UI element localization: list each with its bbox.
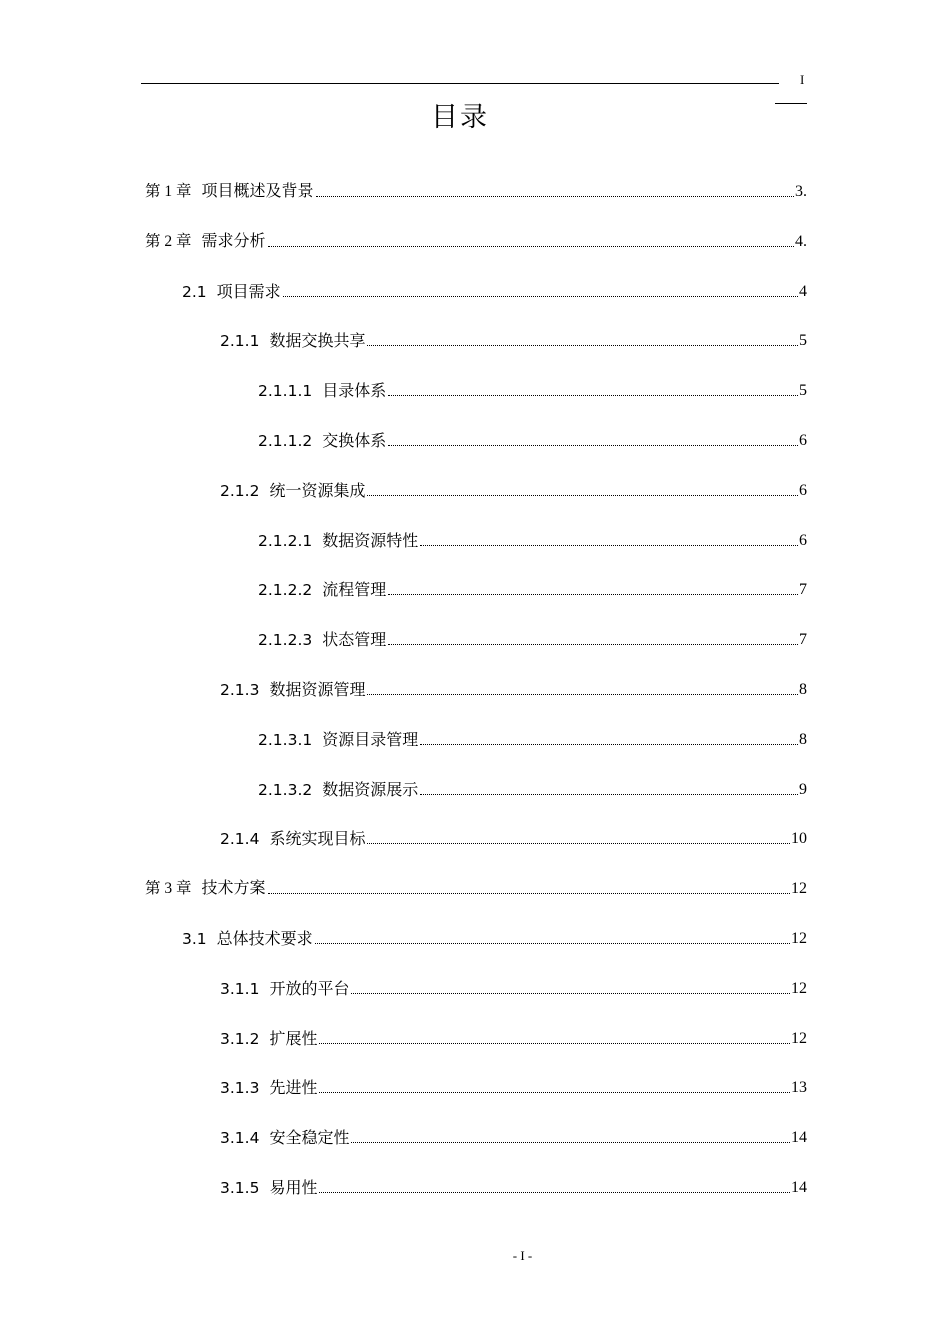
toc-entry-label: [182, 929, 313, 949]
toc-dot-leader: [351, 993, 790, 994]
toc-entry-label: [145, 231, 266, 252]
header-page-mark: I: [800, 72, 805, 87]
toc-entry-page: 5: [799, 382, 807, 400]
toc-dot-leader: [268, 893, 790, 894]
toc-entry[interactable]: [145, 178, 807, 202]
toc-entry-page: 8: [799, 681, 807, 698]
toc-dot-leader: [388, 644, 798, 645]
toc-entry-number: 第 1 章: [145, 183, 192, 200]
toc-entry[interactable]: [220, 1074, 807, 1098]
toc-entry-number: 3.1.3: [220, 1079, 260, 1098]
toc-entry-number: 3.1.4: [220, 1129, 260, 1148]
toc-entry[interactable]: [220, 1025, 807, 1049]
toc-entry[interactable]: [258, 527, 807, 551]
toc-dot-leader: [367, 694, 798, 695]
toc-entry-page: 6: [799, 481, 807, 499]
toc-dot-leader: [420, 794, 798, 795]
toc-entry-title: 数据资源管理: [269, 680, 366, 699]
toc-entry-page: 7: [799, 581, 807, 599]
toc-dot-leader: [388, 594, 798, 595]
toc-dot-leader: [367, 345, 798, 346]
toc-entry-page: 12: [791, 1029, 807, 1047]
toc-entry[interactable]: [258, 726, 807, 750]
toc-entry-number: 第 2 章: [145, 232, 192, 250]
toc-entry-title: 数据交换共享: [269, 331, 366, 351]
toc-entry-number: 2.1.1: [220, 332, 260, 351]
toc-entry-label: [258, 531, 418, 551]
toc-entry-title: 先进性: [269, 1078, 318, 1098]
toc-entry-page: 13: [791, 1079, 807, 1097]
toc-entry-number: 2.1: [182, 282, 207, 301]
toc-entry-number: 2.1.1.2: [258, 432, 313, 450]
toc-entry[interactable]: [220, 975, 807, 999]
toc-entry-title: 扩展性: [269, 1028, 318, 1048]
toc-entry-title: 易用性: [269, 1178, 318, 1197]
toc-entry-title: 项目需求: [216, 281, 281, 301]
toc-entry-title: 需求分析: [201, 230, 266, 250]
toc-entry-label: [220, 1128, 349, 1148]
toc-dot-leader: [351, 1142, 790, 1143]
toc-entry-page: 12: [791, 880, 807, 898]
toc-dot-leader: [319, 1043, 790, 1044]
toc-entry-page: 5: [799, 332, 807, 350]
toc-entry-title: 总体技术要求: [216, 929, 313, 948]
toc-entry-label: [220, 331, 365, 351]
toc-entry-page: 8: [799, 730, 807, 748]
toc-entry-number: 2.1.3: [220, 681, 260, 699]
toc-entry[interactable]: [182, 278, 807, 302]
toc-dot-leader: [268, 246, 794, 247]
toc-entry-title: 开放的平台: [269, 978, 350, 998]
toc-entry-page: 14: [791, 1129, 807, 1147]
toc-entry-title: 状态管理: [322, 630, 387, 650]
toc-entry-label: [220, 979, 349, 999]
toc-entry-label: [258, 630, 386, 650]
toc-entry-label: [145, 181, 314, 202]
toc-entry-page: 12: [791, 930, 807, 947]
toc-entry-page: 6: [799, 432, 807, 449]
toc-entry-title: 项目概述及背景: [201, 181, 314, 200]
toc-entry-page: 3.: [795, 183, 807, 200]
toc-entry-title: 目录体系: [322, 381, 387, 401]
toc-dot-leader: [388, 445, 798, 446]
toc-entry-label: [145, 878, 266, 899]
toc-entry[interactable]: [145, 875, 807, 899]
toc-entry-number: 3.1: [182, 930, 207, 948]
toc-entry-number: 2.1.1.1: [258, 382, 313, 401]
toc-dot-leader: [319, 1092, 790, 1093]
toc-dot-leader: [315, 943, 790, 944]
toc-entry[interactable]: [182, 925, 807, 949]
toc-entry[interactable]: [258, 377, 807, 401]
toc-entry-number: 第 3 章: [145, 880, 192, 898]
toc-entry-label: [220, 1078, 317, 1098]
toc-entry[interactable]: [220, 1174, 807, 1198]
toc-entry-title: 系统实现目标: [269, 829, 366, 849]
toc-entry-label: [220, 829, 365, 849]
toc-entry-number: 2.1.4: [220, 830, 260, 849]
toc-entry-title: 交换体系: [322, 431, 387, 450]
toc-entry-page: 12: [791, 979, 807, 997]
toc-entry[interactable]: [258, 427, 807, 451]
toc-entry[interactable]: [220, 477, 807, 501]
toc-entry-label: [258, 780, 418, 800]
toc-entry[interactable]: [145, 228, 807, 252]
toc-dot-leader: [388, 395, 798, 396]
toc-entry-title: 数据资源特性: [322, 530, 419, 550]
toc-entry-number: 3.1.2: [220, 1029, 260, 1048]
toc-entry-page: 4: [799, 282, 807, 300]
toc-entry[interactable]: [258, 576, 807, 600]
toc-entry[interactable]: [258, 626, 807, 650]
toc-entry-number: 2.1.2.1: [258, 531, 313, 550]
toc-dot-leader: [420, 545, 798, 546]
toc-entry-page: 7: [799, 631, 807, 649]
toc-dot-leader: [319, 1192, 790, 1193]
toc-dot-leader: [283, 296, 798, 297]
toc-dot-leader: [420, 744, 798, 745]
toc-entry-label: [258, 381, 386, 401]
toc-entry-page: 10: [791, 830, 807, 848]
toc-entry-label: [220, 1029, 317, 1049]
toc-entry-number: 3.1.1: [220, 979, 260, 998]
toc-entry-number: 2.1.3.2: [258, 780, 313, 799]
toc-entry-label: [258, 431, 386, 451]
toc-entry-page: 6: [799, 531, 807, 549]
toc-entry-title: 数据资源展示: [322, 779, 419, 799]
toc-entry-label: [182, 282, 281, 302]
toc-entry-label: [258, 730, 418, 750]
toc-entry-label: [220, 680, 365, 700]
toc-entry-title: 安全稳定性: [269, 1128, 350, 1148]
toc-entry[interactable]: [220, 825, 807, 849]
toc-entry-label: [258, 580, 386, 600]
toc-entry-page: 9: [799, 780, 807, 798]
toc-entry-number: 2.1.2: [220, 481, 260, 500]
toc-entry-number: 2.1.2.3: [258, 631, 313, 650]
toc-entry-number: 3.1.5: [220, 1179, 260, 1197]
toc-entry-title: 资源目录管理: [322, 729, 419, 749]
toc-entry-label: [220, 481, 365, 501]
toc-entry-number: 2.1.3.1: [258, 730, 313, 749]
toc-entry-number: 2.1.2.2: [258, 581, 313, 600]
toc-entry[interactable]: [258, 776, 807, 800]
toc-entry[interactable]: [220, 327, 807, 351]
toc-entry-page: 14: [791, 1179, 807, 1196]
toc-entry[interactable]: [220, 1124, 807, 1148]
toc-entry-title: 技术方案: [201, 878, 266, 898]
toc-entry-page: 4.: [795, 232, 807, 250]
toc-entry-title: 统一资源集成: [269, 480, 366, 500]
toc-entry-label: [220, 1178, 317, 1198]
toc-dot-leader: [316, 196, 794, 197]
toc-entry[interactable]: [220, 676, 807, 700]
toc-dot-leader: [367, 843, 790, 844]
toc-entry-title: 流程管理: [322, 580, 387, 600]
footer-page-number: - I -: [512, 1248, 533, 1263]
page-title: 目录: [431, 102, 489, 133]
toc-dot-leader: [367, 495, 798, 496]
